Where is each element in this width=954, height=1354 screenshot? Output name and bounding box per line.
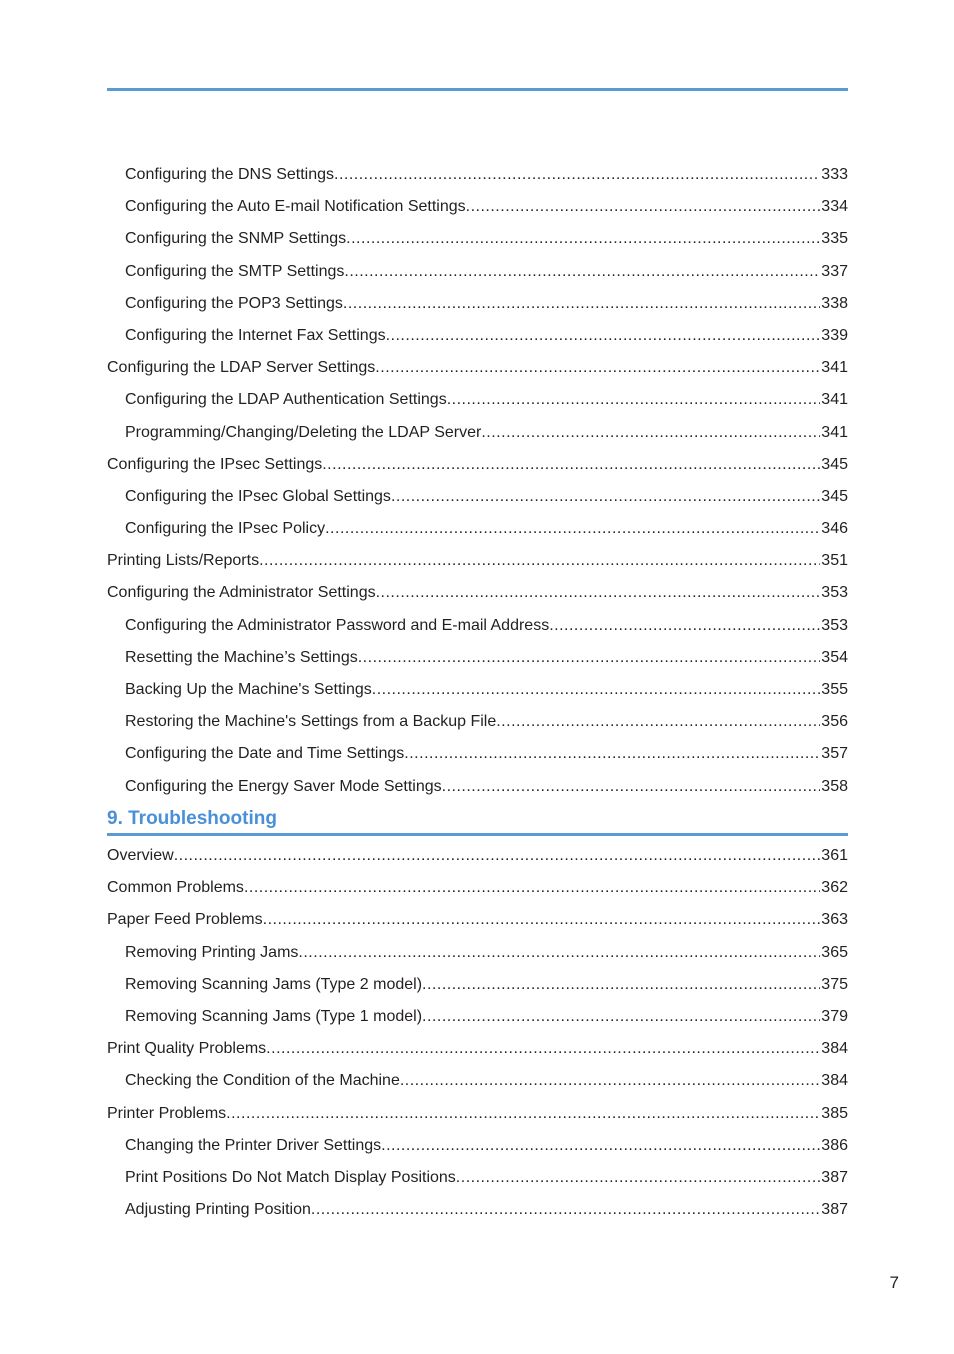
toc-entry[interactable] bbox=[107, 384, 848, 416]
toc-entry[interactable] bbox=[107, 513, 848, 545]
toc-entry[interactable] bbox=[107, 352, 848, 384]
toc-dot-leader bbox=[391, 481, 820, 513]
toc-entry-title[interactable]: Removing Printing Jams bbox=[125, 943, 299, 961]
toc-entry[interactable] bbox=[107, 191, 848, 223]
toc-entry-page-number[interactable]: 345 bbox=[821, 487, 848, 505]
toc-dot-leader bbox=[549, 610, 820, 642]
toc-dot-leader bbox=[442, 771, 821, 803]
toc-entry[interactable] bbox=[107, 872, 848, 904]
toc-dot-leader bbox=[266, 1033, 820, 1065]
toc-entry[interactable] bbox=[107, 256, 848, 288]
toc-entry[interactable] bbox=[107, 706, 848, 738]
toc-dot-leader bbox=[456, 1162, 821, 1194]
toc-entry-page-number[interactable]: 353 bbox=[821, 616, 848, 634]
toc-dot-leader bbox=[244, 872, 820, 904]
toc-entry-page-number[interactable]: 341 bbox=[821, 423, 848, 441]
toc-entry-title[interactable]: Configuring the DNS Settings bbox=[125, 166, 334, 183]
toc-entry[interactable] bbox=[107, 1001, 848, 1033]
toc-entry-page-number[interactable]: 355 bbox=[821, 681, 848, 698]
toc-entry-page-number[interactable]: 386 bbox=[821, 1136, 848, 1154]
toc-entry-page-number[interactable]: 379 bbox=[821, 1007, 848, 1025]
toc-entry-title[interactable]: Configuring the SMTP Settings bbox=[125, 262, 345, 280]
toc-entry-title[interactable]: Configuring the IPsec Settings bbox=[107, 455, 323, 473]
toc-entry[interactable] bbox=[107, 1194, 848, 1226]
toc-entry[interactable] bbox=[107, 610, 848, 642]
toc-entry[interactable] bbox=[107, 159, 848, 191]
toc-dot-leader bbox=[381, 1130, 820, 1162]
toc-entry-title[interactable]: Configuring the Internet Fax Settings bbox=[125, 326, 386, 344]
toc-entry-page-number[interactable]: 353 bbox=[821, 584, 848, 602]
toc-dot-leader bbox=[422, 1001, 820, 1033]
toc-entry-title[interactable]: Configuring the Auto E-mail Notification Settings bbox=[125, 198, 466, 216]
toc-entry[interactable] bbox=[107, 738, 848, 770]
toc-entry-page-number[interactable]: 333 bbox=[821, 166, 848, 183]
toc-entry-page-number[interactable]: 375 bbox=[821, 975, 848, 993]
toc-dot-leader bbox=[481, 417, 820, 449]
toc-entry-title[interactable]: Configuring the Administrator Settings bbox=[107, 584, 376, 602]
toc-entry[interactable] bbox=[107, 1162, 848, 1194]
toc-entry-title[interactable]: Print Positions Do Not Match Display Positions bbox=[125, 1168, 456, 1186]
toc-entry-page-number[interactable]: 365 bbox=[821, 943, 848, 961]
toc-entry-page-number[interactable]: 356 bbox=[821, 713, 848, 731]
toc-entry-title[interactable]: Resetting the Machine’s Settings bbox=[125, 648, 358, 666]
toc-entry-title[interactable]: Configuring the POP3 Settings bbox=[125, 294, 343, 312]
toc-entry-page-number[interactable]: 363 bbox=[821, 911, 848, 929]
toc-entry-title[interactable]: Removing Scanning Jams (Type 1 model) bbox=[125, 1007, 423, 1025]
chapter-title[interactable]: 9. Troubleshooting bbox=[107, 808, 277, 829]
toc-dot-leader bbox=[466, 191, 821, 223]
toc-entry-page-number[interactable]: 338 bbox=[821, 294, 848, 312]
toc-entry-title[interactable]: Configuring the LDAP Authentication Settings bbox=[125, 391, 447, 409]
toc-entry-title[interactable]: Printing Lists/Reports bbox=[107, 552, 260, 570]
toc-dot-leader bbox=[334, 159, 820, 191]
toc-list-before-chapter bbox=[107, 159, 848, 803]
toc-entry-title[interactable]: Configuring the SNMP Settings bbox=[125, 230, 347, 248]
toc-dot-leader bbox=[372, 674, 821, 706]
toc-entry-title[interactable]: Configuring the Administrator Password and E-mail Address bbox=[125, 616, 550, 634]
toc-entry-title[interactable]: Print Quality Problems bbox=[107, 1040, 267, 1058]
toc-entry[interactable] bbox=[107, 288, 848, 320]
toc-entry-page-number[interactable]: 335 bbox=[821, 230, 848, 248]
toc-entry-page-number[interactable]: 384 bbox=[821, 1072, 848, 1090]
toc-entry-page-number[interactable]: 354 bbox=[821, 648, 848, 666]
toc-entry-title[interactable]: Common Problems bbox=[107, 879, 244, 897]
toc-entry[interactable] bbox=[107, 417, 848, 449]
toc-dot-leader bbox=[343, 288, 820, 320]
toc-entry[interactable] bbox=[107, 937, 848, 969]
header-rule bbox=[107, 88, 848, 91]
toc-dot-leader bbox=[447, 384, 821, 416]
toc-entry-title[interactable]: Configuring the Energy Saver Mode Settings bbox=[125, 777, 442, 795]
toc-dot-leader bbox=[344, 256, 820, 288]
toc-dot-leader bbox=[325, 513, 820, 545]
page-number: 7 bbox=[889, 1273, 899, 1292]
toc-entry-page-number[interactable]: 387 bbox=[821, 1201, 848, 1219]
toc-entry-page-number[interactable]: 339 bbox=[821, 326, 848, 344]
toc-entry-title[interactable]: Backing Up the Machine's Settings bbox=[125, 681, 372, 698]
toc-dot-leader bbox=[422, 969, 820, 1001]
toc-dot-leader bbox=[346, 223, 820, 255]
toc-entry[interactable] bbox=[107, 545, 848, 577]
toc-entry-page-number[interactable]: 387 bbox=[821, 1168, 848, 1186]
toc-entry-title[interactable]: Restoring the Machine's Settings from a Backup File bbox=[125, 713, 497, 731]
toc-entry-title[interactable]: Changing the Printer Driver Settings bbox=[125, 1136, 382, 1154]
toc-entry-title[interactable]: Programming/Changing/Deleting the LDAP Server bbox=[125, 423, 482, 441]
toc-dot-leader bbox=[496, 706, 820, 738]
toc-entry-title[interactable]: Overview bbox=[107, 847, 174, 864]
toc-entry-title[interactable]: Paper Feed Problems bbox=[107, 911, 263, 929]
toc-entry-page-number[interactable]: 361 bbox=[821, 847, 848, 864]
toc-entry[interactable] bbox=[107, 904, 848, 936]
toc-entry[interactable] bbox=[107, 840, 848, 872]
toc-entry-page-number[interactable]: 358 bbox=[821, 777, 848, 795]
toc-dot-leader bbox=[400, 1065, 820, 1097]
chapter-heading[interactable] bbox=[107, 805, 848, 836]
toc-dot-leader bbox=[404, 738, 820, 770]
toc-entry-title[interactable]: Configuring the IPsec Global Settings bbox=[125, 487, 391, 505]
toc-entry[interactable] bbox=[107, 223, 848, 255]
toc-dot-leader bbox=[322, 449, 820, 481]
toc-dot-leader bbox=[311, 1194, 820, 1226]
toc-dot-leader bbox=[376, 577, 821, 609]
toc-entry[interactable] bbox=[107, 577, 848, 609]
toc-entry-title[interactable]: Configuring the Date and Time Settings bbox=[125, 745, 405, 763]
toc-entry-page-number[interactable]: 341 bbox=[821, 359, 848, 377]
toc-dot-leader bbox=[174, 840, 821, 872]
toc-dot-leader bbox=[263, 904, 821, 936]
toc-entry[interactable] bbox=[107, 642, 848, 674]
toc-dot-leader bbox=[259, 545, 820, 577]
toc-entry-page-number[interactable]: 334 bbox=[821, 198, 848, 216]
toc-entry-page-number[interactable]: 351 bbox=[821, 552, 848, 570]
toc-list-after-chapter bbox=[107, 840, 848, 1226]
toc-entry[interactable] bbox=[107, 449, 848, 481]
toc-entry[interactable] bbox=[107, 1098, 848, 1130]
toc-entry-page-number[interactable]: 384 bbox=[821, 1040, 848, 1058]
toc-entry[interactable] bbox=[107, 320, 848, 352]
toc-entry[interactable] bbox=[107, 1065, 848, 1097]
toc-entry-page-number[interactable]: 362 bbox=[821, 879, 848, 897]
toc-entry-page-number[interactable]: 341 bbox=[821, 391, 848, 409]
toc-entry-page-number[interactable]: 346 bbox=[821, 520, 848, 538]
toc-entry-page-number[interactable]: 337 bbox=[821, 262, 848, 280]
toc-entry[interactable] bbox=[107, 1033, 848, 1065]
toc-entry-page-number[interactable]: 385 bbox=[821, 1104, 848, 1122]
toc-entry-title[interactable]: Configuring the IPsec Policy bbox=[125, 520, 326, 538]
toc-entry[interactable] bbox=[107, 969, 848, 1001]
toc-dot-leader bbox=[226, 1098, 820, 1130]
toc-entry-title[interactable]: Printer Problems bbox=[107, 1104, 227, 1122]
toc-dot-leader bbox=[298, 937, 820, 969]
toc-entry-title[interactable]: Adjusting Printing Position bbox=[125, 1201, 311, 1219]
toc-entry[interactable] bbox=[107, 771, 848, 803]
toc-dot-leader bbox=[358, 642, 821, 674]
toc-entry[interactable] bbox=[107, 674, 848, 706]
toc-entry-page-number[interactable]: 345 bbox=[821, 455, 848, 473]
toc-dot-leader bbox=[386, 320, 821, 352]
toc-dot-leader bbox=[375, 352, 820, 384]
toc-entry-page-number[interactable]: 357 bbox=[821, 745, 848, 763]
toc-entry[interactable] bbox=[107, 481, 848, 513]
toc-entry-title[interactable]: Removing Scanning Jams (Type 2 model) bbox=[125, 975, 423, 993]
toc-entry[interactable] bbox=[107, 1130, 848, 1162]
toc-entry-title[interactable]: Configuring the LDAP Server Settings bbox=[107, 359, 376, 377]
toc-entry-title[interactable]: Checking the Condition of the Machine bbox=[125, 1072, 400, 1090]
